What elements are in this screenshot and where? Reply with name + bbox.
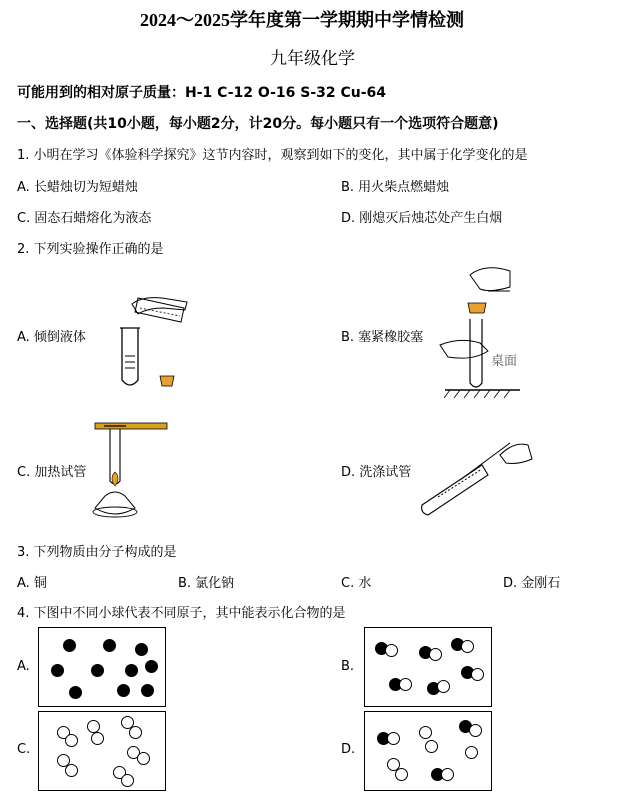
heating-tube-figure bbox=[90, 418, 170, 528]
black-atom bbox=[63, 639, 76, 652]
white-atom bbox=[465, 746, 478, 759]
white-atom bbox=[91, 732, 104, 745]
particle-box-b bbox=[364, 627, 492, 707]
q3-option-b: B. 氯化钠 bbox=[178, 576, 235, 591]
q3-option-c: C. 水 bbox=[341, 576, 372, 591]
particle-box-a bbox=[38, 627, 166, 707]
white-atom bbox=[387, 732, 400, 745]
white-atom bbox=[471, 668, 484, 681]
white-atom bbox=[65, 734, 78, 747]
q4-option-d: D. bbox=[341, 742, 356, 757]
q1-option-c: C. 固态石蜡熔化为液态 bbox=[17, 211, 152, 226]
white-atom bbox=[399, 678, 412, 691]
q4-option-a: A. bbox=[17, 659, 30, 674]
white-atom bbox=[385, 644, 398, 657]
white-atom bbox=[461, 640, 474, 653]
exam-title: 2024～2025学年度第一学期期中学情检测 bbox=[140, 10, 464, 30]
white-atom bbox=[129, 726, 142, 739]
q2-option-a: A. 倾倒液体 bbox=[17, 330, 86, 345]
q3-stem: 3. 下列物质由分子构成的是 bbox=[17, 545, 177, 560]
black-atom bbox=[103, 639, 116, 652]
q4-option-c: C. bbox=[17, 742, 31, 757]
white-atom bbox=[121, 774, 134, 787]
q2-option-b: B. 塞紧橡胶塞 bbox=[341, 330, 424, 345]
white-atom bbox=[437, 680, 450, 693]
black-atom bbox=[145, 660, 158, 673]
q3-option-d: D. 金刚石 bbox=[503, 576, 561, 591]
black-atom bbox=[125, 664, 138, 677]
q4-stem: 4. 下图中不同小球代表不同原子，其中能表示化合物的是 bbox=[17, 606, 346, 621]
white-atom bbox=[137, 752, 150, 765]
section-heading: 一、选择题(共10小题，每小题2分，计20分。每小题只有一个选项符合题意) bbox=[17, 116, 499, 132]
pouring-liquid-figure bbox=[100, 276, 190, 391]
q4-option-b: B. bbox=[341, 659, 355, 674]
white-atom bbox=[425, 740, 438, 753]
black-atom bbox=[141, 684, 154, 697]
black-atom bbox=[69, 686, 82, 699]
washing-tube-figure bbox=[420, 425, 540, 520]
white-atom bbox=[395, 768, 408, 781]
atomic-masses: 可能用到的相对原子质量：H-1 C-12 O-16 S-32 Cu-64 bbox=[17, 85, 387, 101]
white-atom bbox=[429, 648, 442, 661]
black-atom bbox=[51, 664, 64, 677]
q1-stem: 1. 小明在学习《体验科学探究》这节内容时，观察到如下的变化，其中属于化学变化的是 bbox=[17, 148, 528, 163]
desk-label: 桌面 bbox=[491, 354, 518, 369]
stopper-figure bbox=[440, 265, 550, 405]
white-atom bbox=[441, 768, 454, 781]
white-atom bbox=[419, 726, 432, 739]
black-atom bbox=[117, 684, 130, 697]
q2-option-c: C. 加热试管 bbox=[17, 465, 87, 480]
particle-box-d bbox=[364, 711, 492, 791]
particle-box-c bbox=[38, 711, 166, 791]
exam-subtitle: 九年级化学 bbox=[270, 49, 355, 69]
q1-option-a: A. 长蜡烛切为短蜡烛 bbox=[17, 180, 138, 195]
black-atom bbox=[91, 664, 104, 677]
q2-stem: 2. 下列实验操作正确的是 bbox=[17, 242, 164, 257]
white-atom bbox=[65, 764, 78, 777]
white-atom bbox=[469, 724, 482, 737]
black-atom bbox=[135, 643, 148, 656]
q1-option-d: D. 刚熄灭后烛芯处产生白烟 bbox=[341, 211, 503, 226]
q1-option-b: B. 用火柴点燃蜡烛 bbox=[341, 180, 450, 195]
q3-option-a: A. 铜 bbox=[17, 576, 47, 591]
q2-option-d: D. 洗涤试管 bbox=[341, 465, 412, 480]
